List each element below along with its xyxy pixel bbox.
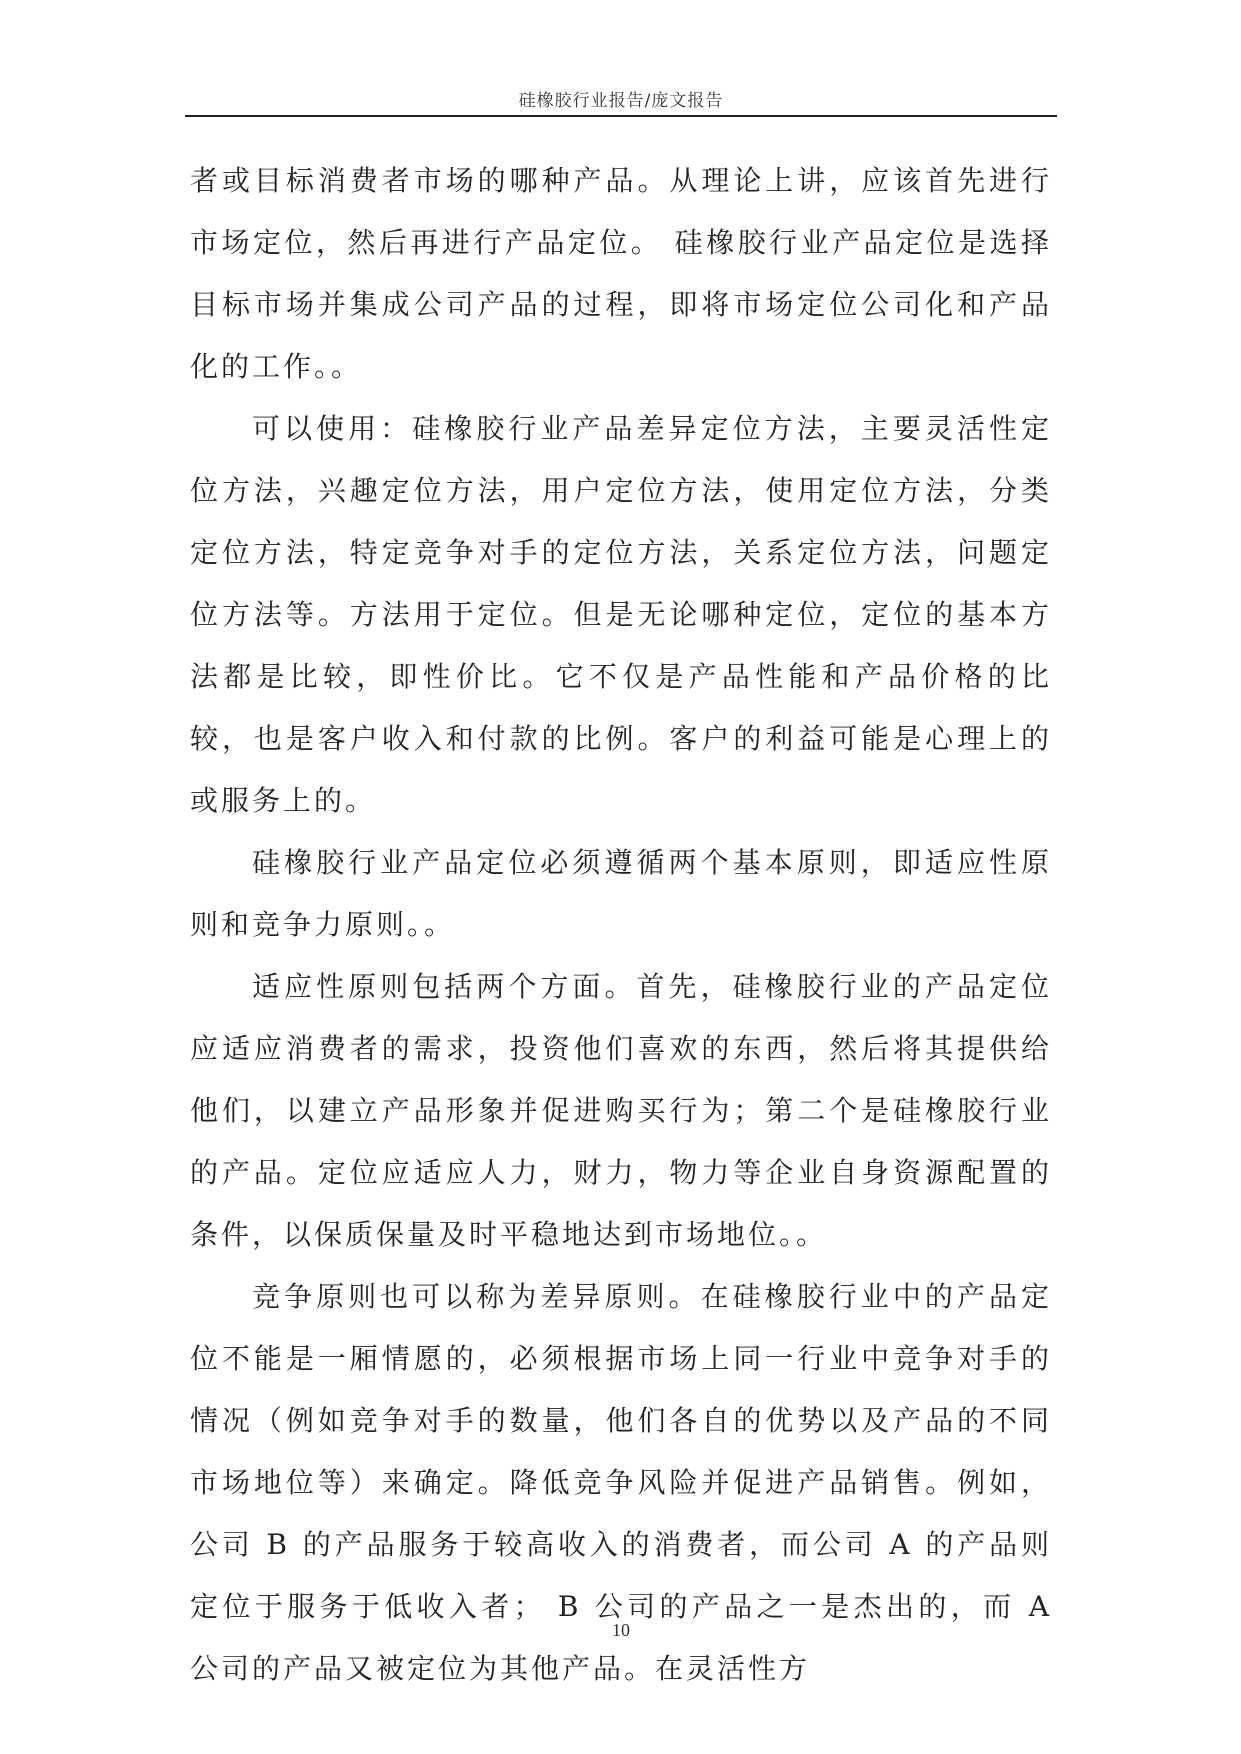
- paragraph-adaptability-principle: 适应性原则包括两个方面。首先，硅橡胶行业的产品定位应适应消费者的需求，投资他们喜欢的东西，然后将其提供给他们，以建立产品形象并促进购买行为；第二个是硅橡胶行业的产品。定位应适应人力，财力，物力等企业自身资源配置的条件，以保质保量及时平稳地达到市场地位。。: [190, 970, 1052, 1251]
- page-header-title: 硅橡胶行业报告/庞文报告: [518, 91, 724, 111]
- document-body: [190, 150, 1052, 1700]
- paragraph-competition-principle: 竞争原则也可以称为差异原则。在硅橡胶行业中的产品定位不能是一厢情愿的，必须根据市场上同一行业中竞争对手的情况（例如竞争对手的数量，他们各自的优势以及产品的不同市场地位等）来确定。降低竞争风险并促进产品销售。例如，公司 B 的产品服务于较高收入的消费者，而公司 A 的产品则定位于服务于低收入者； B 公司的产品之一是杰出的，而 A 公司的产品又被定位为其他产品。在灵活性方: [190, 1280, 1052, 1685]
- paragraph-positioning-methods: 可以使用：硅橡胶行业产品差异定位方法，主要灵活性定位方法，兴趣定位方法，用户定位方法，使用定位方法，分类定位方法，特定竞争对手的定位方法，关系定位方法，问题定位方法等。方法用于定位。但是无论哪种定位，定位的基本方法都是比较，即性价比。它不仅是产品性能和产品价格的比较，也是客户收入和付款的比例。客户的利益可能是心理上的或服务上的。: [190, 412, 1052, 817]
- paragraph-continued: 者或目标消费者市场的哪种产品。从理论上讲，应该首先进行市场定位，然后再进行产品定位。 硅橡胶行业产品定位是选择目标市场并集成公司产品的过程，即将市场定位公司化和产品化的工作。。: [190, 164, 1052, 383]
- header-divider: [185, 115, 1057, 117]
- paragraph-basic-principles: 硅橡胶行业产品定位必须遵循两个基本原则，即适应性原则和竞争力原则。。: [190, 846, 1052, 941]
- page-number: 10: [612, 1620, 630, 1640]
